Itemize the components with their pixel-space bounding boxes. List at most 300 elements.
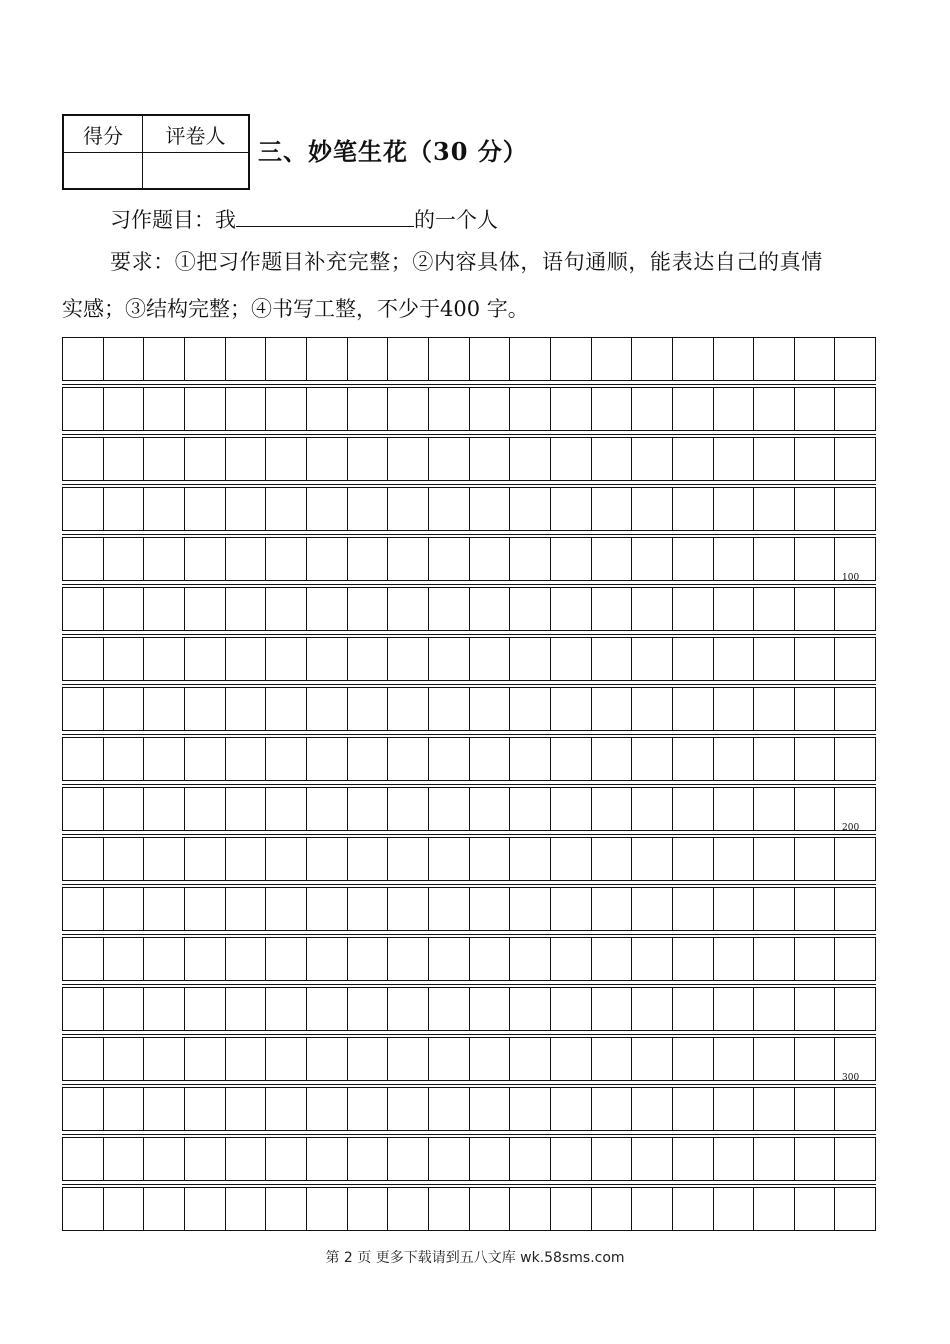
grid-cell[interactable]	[226, 438, 267, 480]
grid-cell[interactable]	[551, 688, 592, 730]
grid-cell[interactable]	[795, 888, 836, 930]
grid-cell[interactable]	[144, 488, 185, 530]
grid-cell[interactable]	[673, 838, 714, 880]
grid-cell[interactable]	[673, 488, 714, 530]
grid-cell[interactable]	[795, 1188, 836, 1230]
grid-cell[interactable]	[388, 338, 429, 380]
grid-cell[interactable]	[307, 688, 348, 730]
topic-blank[interactable]	[236, 206, 414, 227]
grid-cell[interactable]	[348, 1088, 389, 1130]
grid-cell[interactable]	[144, 538, 185, 580]
grid-cell[interactable]	[673, 888, 714, 930]
grid-cell[interactable]	[104, 1138, 145, 1180]
grid-cell[interactable]	[795, 1138, 836, 1180]
grid-cell[interactable]	[307, 838, 348, 880]
grid-cell[interactable]	[632, 938, 673, 980]
grid-cell[interactable]	[266, 1188, 307, 1230]
grid-cell[interactable]	[795, 1038, 836, 1080]
grid-cell[interactable]	[510, 1188, 551, 1230]
grid-cell[interactable]	[104, 638, 145, 680]
grid-cell[interactable]	[470, 1088, 511, 1130]
grid-cell[interactable]	[754, 438, 795, 480]
grid-cell[interactable]	[592, 688, 633, 730]
grid-cell[interactable]	[348, 1138, 389, 1180]
grid-cell[interactable]	[104, 388, 145, 430]
grid-cell[interactable]	[551, 1088, 592, 1130]
grid-cell[interactable]	[835, 438, 875, 480]
grid-cell[interactable]	[551, 388, 592, 430]
grid-cell[interactable]	[104, 738, 145, 780]
grid-cell[interactable]	[266, 1138, 307, 1180]
grid-cell[interactable]	[551, 438, 592, 480]
grid-cell[interactable]	[835, 638, 875, 680]
grid-cell[interactable]	[835, 738, 875, 780]
grid-cell[interactable]	[144, 1088, 185, 1130]
grid-cell[interactable]	[63, 1188, 104, 1230]
grid-cell[interactable]	[388, 838, 429, 880]
grid-cell[interactable]	[551, 538, 592, 580]
grid-cell[interactable]	[185, 538, 226, 580]
grid-cell[interactable]	[63, 338, 104, 380]
grid-cell[interactable]	[470, 538, 511, 580]
grid-cell[interactable]	[144, 1038, 185, 1080]
grid-cell[interactable]	[714, 1188, 755, 1230]
grid-cell[interactable]	[592, 938, 633, 980]
grid-cell[interactable]	[429, 738, 470, 780]
grid-cell[interactable]	[592, 988, 633, 1030]
grid-cell[interactable]	[592, 338, 633, 380]
grid-cell[interactable]	[673, 1188, 714, 1230]
grid-cell[interactable]	[592, 1138, 633, 1180]
grid-cell[interactable]	[714, 638, 755, 680]
grid-cell[interactable]	[226, 488, 267, 530]
grid-cell[interactable]	[348, 838, 389, 880]
grid-cell[interactable]	[144, 888, 185, 930]
grid-cell[interactable]	[266, 338, 307, 380]
grid-cell[interactable]	[551, 938, 592, 980]
grid-cell[interactable]	[104, 1038, 145, 1080]
grid-cell[interactable]	[632, 888, 673, 930]
grid-cell[interactable]	[266, 438, 307, 480]
grid-cell[interactable]	[510, 438, 551, 480]
grid-cell[interactable]	[632, 1088, 673, 1130]
grid-cell[interactable]	[388, 588, 429, 630]
grid-cell[interactable]	[835, 1088, 875, 1130]
grid-cell[interactable]	[632, 1188, 673, 1230]
grid-cell[interactable]	[510, 788, 551, 830]
grid-cell[interactable]	[266, 488, 307, 530]
grid-cell[interactable]	[429, 538, 470, 580]
grid-cell[interactable]	[185, 738, 226, 780]
grid-cell[interactable]	[185, 1088, 226, 1130]
grid-cell[interactable]	[632, 638, 673, 680]
grid-cell[interactable]	[63, 938, 104, 980]
grid-cell[interactable]	[104, 488, 145, 530]
grid-cell[interactable]	[226, 688, 267, 730]
grid-cell[interactable]	[226, 738, 267, 780]
grid-cell[interactable]	[63, 738, 104, 780]
grid-cell[interactable]	[510, 488, 551, 530]
grid-cell[interactable]	[63, 488, 104, 530]
grid-cell[interactable]	[592, 838, 633, 880]
grid-cell[interactable]	[470, 738, 511, 780]
grid-cell[interactable]	[714, 838, 755, 880]
grid-cell[interactable]	[388, 388, 429, 430]
grid-cell[interactable]	[429, 838, 470, 880]
grid-cell[interactable]	[714, 988, 755, 1030]
grid-cell[interactable]	[144, 388, 185, 430]
grid-cell[interactable]	[104, 538, 145, 580]
grid-cell[interactable]	[632, 488, 673, 530]
grid-cell[interactable]	[104, 1188, 145, 1230]
grid-cell[interactable]	[226, 1138, 267, 1180]
grid-cell[interactable]	[835, 688, 875, 730]
grid-cell[interactable]	[835, 838, 875, 880]
grid-cell[interactable]	[144, 938, 185, 980]
grid-cell[interactable]	[388, 1188, 429, 1230]
grid-cell[interactable]	[226, 338, 267, 380]
grid-cell[interactable]	[754, 488, 795, 530]
grid-cell[interactable]	[470, 638, 511, 680]
grid-cell[interactable]	[63, 438, 104, 480]
grid-cell[interactable]	[348, 788, 389, 830]
grid-cell[interactable]	[795, 938, 836, 980]
grid-cell[interactable]	[104, 1088, 145, 1130]
grid-cell[interactable]	[551, 1138, 592, 1180]
grid-cell[interactable]	[185, 638, 226, 680]
grid-cell[interactable]	[429, 1038, 470, 1080]
grid-cell[interactable]	[307, 538, 348, 580]
grid-cell[interactable]	[551, 838, 592, 880]
grid-cell[interactable]	[592, 1038, 633, 1080]
grid-cell[interactable]	[754, 938, 795, 980]
grid-cell[interactable]	[714, 888, 755, 930]
grid-cell[interactable]	[388, 638, 429, 680]
grid-cell[interactable]	[144, 988, 185, 1030]
grid-cell[interactable]	[429, 688, 470, 730]
grid-cell[interactable]	[307, 438, 348, 480]
grid-cell[interactable]	[226, 888, 267, 930]
grid-cell[interactable]	[835, 488, 875, 530]
grid-cell[interactable]	[551, 588, 592, 630]
grid-cell[interactable]	[185, 588, 226, 630]
grid-cell[interactable]	[835, 1138, 875, 1180]
grid-cell[interactable]	[388, 438, 429, 480]
grid-cell[interactable]	[185, 788, 226, 830]
grid-cell[interactable]	[795, 588, 836, 630]
grid-cell[interactable]	[307, 488, 348, 530]
grid-cell[interactable]	[551, 638, 592, 680]
grid-cell[interactable]	[754, 338, 795, 380]
grid-cell[interactable]	[470, 988, 511, 1030]
grid-cell[interactable]	[632, 738, 673, 780]
grid-cell[interactable]	[104, 838, 145, 880]
grid-cell[interactable]	[429, 388, 470, 430]
grid-cell[interactable]	[388, 938, 429, 980]
grid-cell[interactable]	[185, 1038, 226, 1080]
grid-cell[interactable]	[673, 688, 714, 730]
grid-cell[interactable]	[510, 1138, 551, 1180]
grid-cell[interactable]	[144, 1138, 185, 1180]
grid-cell[interactable]	[226, 788, 267, 830]
grid-cell[interactable]	[795, 438, 836, 480]
grid-cell[interactable]	[307, 1138, 348, 1180]
grid-cell[interactable]	[673, 588, 714, 630]
grid-cell[interactable]	[835, 988, 875, 1030]
grid-cell[interactable]	[348, 938, 389, 980]
grid-cell[interactable]	[63, 538, 104, 580]
grid-cell[interactable]	[104, 588, 145, 630]
grid-cell[interactable]	[185, 838, 226, 880]
grid-cell[interactable]	[63, 788, 104, 830]
grid-cell[interactable]	[632, 538, 673, 580]
grid-cell[interactable]	[673, 538, 714, 580]
grid-cell[interactable]	[348, 1038, 389, 1080]
grid-cell[interactable]	[388, 988, 429, 1030]
grid-cell[interactable]	[754, 388, 795, 430]
grid-cell[interactable]	[388, 888, 429, 930]
grid-cell[interactable]	[429, 488, 470, 530]
grid-cell[interactable]	[63, 688, 104, 730]
grid-cell[interactable]	[348, 638, 389, 680]
grid-cell[interactable]	[714, 588, 755, 630]
grid-cell[interactable]	[307, 388, 348, 430]
grid-cell[interactable]	[835, 888, 875, 930]
grid-cell[interactable]	[470, 888, 511, 930]
grid-cell[interactable]	[144, 688, 185, 730]
grid-cell[interactable]	[144, 588, 185, 630]
grid-cell[interactable]	[510, 1088, 551, 1130]
grid-cell[interactable]	[348, 738, 389, 780]
grid-cell[interactable]	[673, 638, 714, 680]
grid-cell[interactable]	[632, 438, 673, 480]
grid-cell[interactable]	[551, 338, 592, 380]
grid-cell[interactable]	[144, 788, 185, 830]
grid-cell[interactable]	[673, 988, 714, 1030]
grid-cell[interactable]	[551, 488, 592, 530]
grid-cell[interactable]	[388, 538, 429, 580]
grid-cell[interactable]	[307, 1188, 348, 1230]
grid-cell[interactable]	[63, 988, 104, 1030]
grid-cell[interactable]	[348, 538, 389, 580]
grid-cell[interactable]	[63, 838, 104, 880]
grid-cell[interactable]	[632, 338, 673, 380]
grid-cell[interactable]	[510, 688, 551, 730]
grid-cell[interactable]	[185, 938, 226, 980]
grid-cell[interactable]	[632, 688, 673, 730]
grid-cell[interactable]	[754, 738, 795, 780]
grid-cell[interactable]	[388, 788, 429, 830]
grid-cell[interactable]	[104, 888, 145, 930]
grid-cell[interactable]	[429, 338, 470, 380]
grid-cell[interactable]	[63, 1088, 104, 1130]
grid-cell[interactable]	[592, 788, 633, 830]
grid-cell[interactable]	[795, 538, 836, 580]
grid-cell[interactable]	[185, 1188, 226, 1230]
grid-cell[interactable]	[348, 438, 389, 480]
grid-cell[interactable]	[592, 488, 633, 530]
grid-cell[interactable]	[754, 788, 795, 830]
grid-cell[interactable]	[754, 638, 795, 680]
grid-cell[interactable]	[754, 1138, 795, 1180]
grid-cell[interactable]	[835, 388, 875, 430]
grid-cell[interactable]	[470, 938, 511, 980]
grid-cell[interactable]	[754, 1088, 795, 1130]
grid-cell[interactable]	[63, 388, 104, 430]
grid-cell[interactable]	[795, 688, 836, 730]
grid-cell[interactable]	[592, 1188, 633, 1230]
grid-cell[interactable]	[144, 738, 185, 780]
grid-cell[interactable]	[470, 388, 511, 430]
grid-cell[interactable]	[470, 688, 511, 730]
grid-cell[interactable]	[592, 638, 633, 680]
grid-cell[interactable]	[266, 1088, 307, 1130]
grid-cell[interactable]	[673, 738, 714, 780]
grid-cell[interactable]	[226, 388, 267, 430]
grid-cell[interactable]	[470, 438, 511, 480]
grid-cell[interactable]	[795, 338, 836, 380]
grid-cell[interactable]	[632, 1038, 673, 1080]
grid-cell[interactable]	[144, 438, 185, 480]
grid-cell[interactable]	[104, 988, 145, 1030]
grid-cell[interactable]	[714, 338, 755, 380]
grid-cell[interactable]	[795, 388, 836, 430]
grid-cell[interactable]	[632, 588, 673, 630]
grid-cell[interactable]	[429, 588, 470, 630]
grid-cell[interactable]	[63, 638, 104, 680]
grid-cell[interactable]	[266, 938, 307, 980]
grid-cell[interactable]	[266, 538, 307, 580]
grid-cell[interactable]	[307, 1038, 348, 1080]
grid-cell[interactable]	[470, 838, 511, 880]
grid-cell[interactable]	[510, 838, 551, 880]
grid-cell[interactable]	[673, 438, 714, 480]
grader-entry-cell[interactable]	[143, 153, 250, 190]
grid-cell[interactable]	[795, 788, 836, 830]
grid-cell[interactable]	[470, 1138, 511, 1180]
grid-cell[interactable]	[551, 1188, 592, 1230]
grid-cell[interactable]	[266, 588, 307, 630]
grid-cell[interactable]	[470, 488, 511, 530]
grid-cell[interactable]	[835, 588, 875, 630]
grid-cell[interactable]	[266, 388, 307, 430]
grid-cell[interactable]	[348, 488, 389, 530]
grid-cell[interactable]	[429, 938, 470, 980]
grid-cell[interactable]	[226, 988, 267, 1030]
grid-cell[interactable]	[144, 1188, 185, 1230]
grid-cell[interactable]	[714, 688, 755, 730]
grid-cell[interactable]	[592, 438, 633, 480]
grid-cell[interactable]	[592, 388, 633, 430]
grid-cell[interactable]	[104, 788, 145, 830]
grid-cell[interactable]	[226, 938, 267, 980]
grid-cell[interactable]	[754, 1038, 795, 1080]
grid-cell[interactable]	[104, 438, 145, 480]
grid-cell[interactable]	[795, 1088, 836, 1130]
grid-cell[interactable]	[673, 1088, 714, 1130]
grid-cell[interactable]	[307, 888, 348, 930]
grid-cell[interactable]	[226, 838, 267, 880]
grid-cell[interactable]	[307, 338, 348, 380]
grid-cell[interactable]	[592, 1088, 633, 1130]
grid-cell[interactable]	[470, 1188, 511, 1230]
grid-cell[interactable]	[388, 1038, 429, 1080]
grid-cell[interactable]	[429, 438, 470, 480]
grid-cell[interactable]	[104, 688, 145, 730]
grid-cell[interactable]	[388, 1088, 429, 1130]
grid-cell[interactable]	[348, 588, 389, 630]
grid-cell[interactable]	[714, 1138, 755, 1180]
grid-cell[interactable]	[307, 788, 348, 830]
grid-cell[interactable]	[714, 488, 755, 530]
grid-cell[interactable]	[388, 688, 429, 730]
grid-cell[interactable]	[144, 638, 185, 680]
grid-cell[interactable]	[673, 938, 714, 980]
grid-cell[interactable]	[226, 1188, 267, 1230]
grid-cell[interactable]	[226, 1038, 267, 1080]
grid-cell[interactable]	[754, 538, 795, 580]
grid-cell[interactable]	[348, 338, 389, 380]
grid-cell[interactable]	[185, 488, 226, 530]
grid-cell[interactable]	[63, 588, 104, 630]
grid-cell[interactable]	[266, 788, 307, 830]
grid-cell[interactable]	[510, 538, 551, 580]
grid-cell[interactable]	[226, 588, 267, 630]
grid-cell[interactable]	[429, 888, 470, 930]
grid-cell[interactable]	[226, 638, 267, 680]
grid-cell[interactable]	[226, 538, 267, 580]
score-entry-cell[interactable]	[63, 153, 143, 190]
grid-cell[interactable]	[551, 1038, 592, 1080]
grid-cell[interactable]	[429, 1138, 470, 1180]
grid-cell[interactable]	[551, 988, 592, 1030]
grid-cell[interactable]	[266, 838, 307, 880]
grid-cell[interactable]	[795, 738, 836, 780]
grid-cell[interactable]	[144, 338, 185, 380]
grid-cell[interactable]	[592, 588, 633, 630]
grid-cell[interactable]	[104, 338, 145, 380]
grid-cell[interactable]	[429, 638, 470, 680]
grid-cell[interactable]	[348, 988, 389, 1030]
grid-cell[interactable]	[63, 1038, 104, 1080]
grid-cell[interactable]	[429, 1088, 470, 1130]
grid-cell[interactable]	[835, 1188, 875, 1230]
grid-cell[interactable]	[144, 838, 185, 880]
grid-cell[interactable]	[470, 588, 511, 630]
grid-cell[interactable]	[592, 888, 633, 930]
grid-cell[interactable]	[714, 938, 755, 980]
grid-cell[interactable]	[510, 938, 551, 980]
grid-cell[interactable]	[510, 738, 551, 780]
grid-cell[interactable]	[551, 888, 592, 930]
grid-cell[interactable]	[551, 788, 592, 830]
grid-cell[interactable]	[388, 738, 429, 780]
grid-cell[interactable]	[185, 988, 226, 1030]
grid-cell[interactable]	[714, 438, 755, 480]
grid-cell[interactable]	[835, 338, 875, 380]
grid-cell[interactable]	[632, 838, 673, 880]
grid-cell[interactable]	[795, 988, 836, 1030]
grid-cell[interactable]	[185, 338, 226, 380]
grid-cell[interactable]	[795, 488, 836, 530]
grid-cell[interactable]	[348, 1188, 389, 1230]
grid-cell[interactable]	[307, 1088, 348, 1130]
grid-cell[interactable]	[63, 888, 104, 930]
grid-cell[interactable]	[510, 888, 551, 930]
grid-cell[interactable]	[266, 738, 307, 780]
grid-cell[interactable]	[388, 488, 429, 530]
grid-cell[interactable]	[754, 988, 795, 1030]
